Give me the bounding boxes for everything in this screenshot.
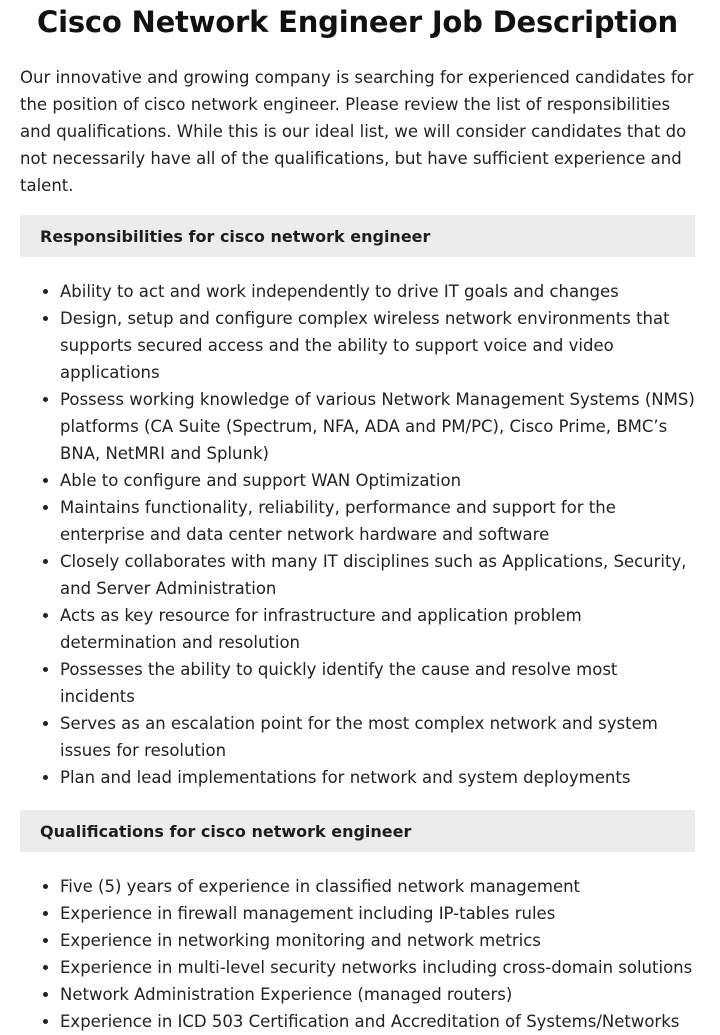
list-item: Closely collaborates with many IT disciplines such as Applications, Security, and Server Administration [60,548,695,602]
page-title: Cisco Network Engineer Job Description [37,5,678,39]
qualifications-list [20,873,695,1035]
list-item: Five (5) years of experience in classified network management [60,873,695,900]
list-item: Experience in multi-level security networks including cross-domain solutions [60,954,695,981]
list-item: Possess working knowledge of various Network Management Systems (NMS) platforms (CA Suite (Spectrum, NFA, ADA and PM/PC), Cisco Prime, BMC’s BNA, NetMRI and Splunk) [60,386,695,467]
list-item: Ability to act and work independently to drive IT goals and changes [60,278,695,305]
list-item: Experience in ICD 503 Certification and Accreditation of Systems/Networks [60,1008,695,1035]
responsibilities-heading: Responsibilities for cisco network engineer [20,215,695,257]
list-item: Able to configure and support WAN Optimization [60,467,695,494]
list-item: Plan and lead implementations for network and system deployments [60,764,695,791]
list-item: Acts as key resource for infrastructure and application problem determination and resolution [60,602,695,656]
intro-paragraph: Our innovative and growing company is searching for experienced candidates for the position of cisco network engineer. Please review the list of responsibilities and qualifications. While this is our ideal list, we will consider candidates that do not necessarily have all of the qualifications, but have sufficient experience and talent. [20,68,694,195]
qualifications-heading: Qualifications for cisco network engineer [20,810,695,852]
list-item: Maintains functionality, reliability, performance and support for the enterprise and data center network hardware and software [60,494,695,548]
list-item: Experience in networking monitoring and network metrics [60,927,695,954]
list-item: Experience in firewall management including IP-tables rules [60,900,695,927]
list-item: Possesses the ability to quickly identify the cause and resolve most incidents [60,656,695,710]
list-item: Design, setup and configure complex wireless network environments that supports secured access and the ability to support voice and video applications [60,305,695,386]
list-item: Network Administration Experience (managed routers) [60,981,695,1008]
responsibilities-list [20,278,695,791]
list-item: Serves as an escalation point for the most complex network and system issues for resolution [60,710,695,764]
